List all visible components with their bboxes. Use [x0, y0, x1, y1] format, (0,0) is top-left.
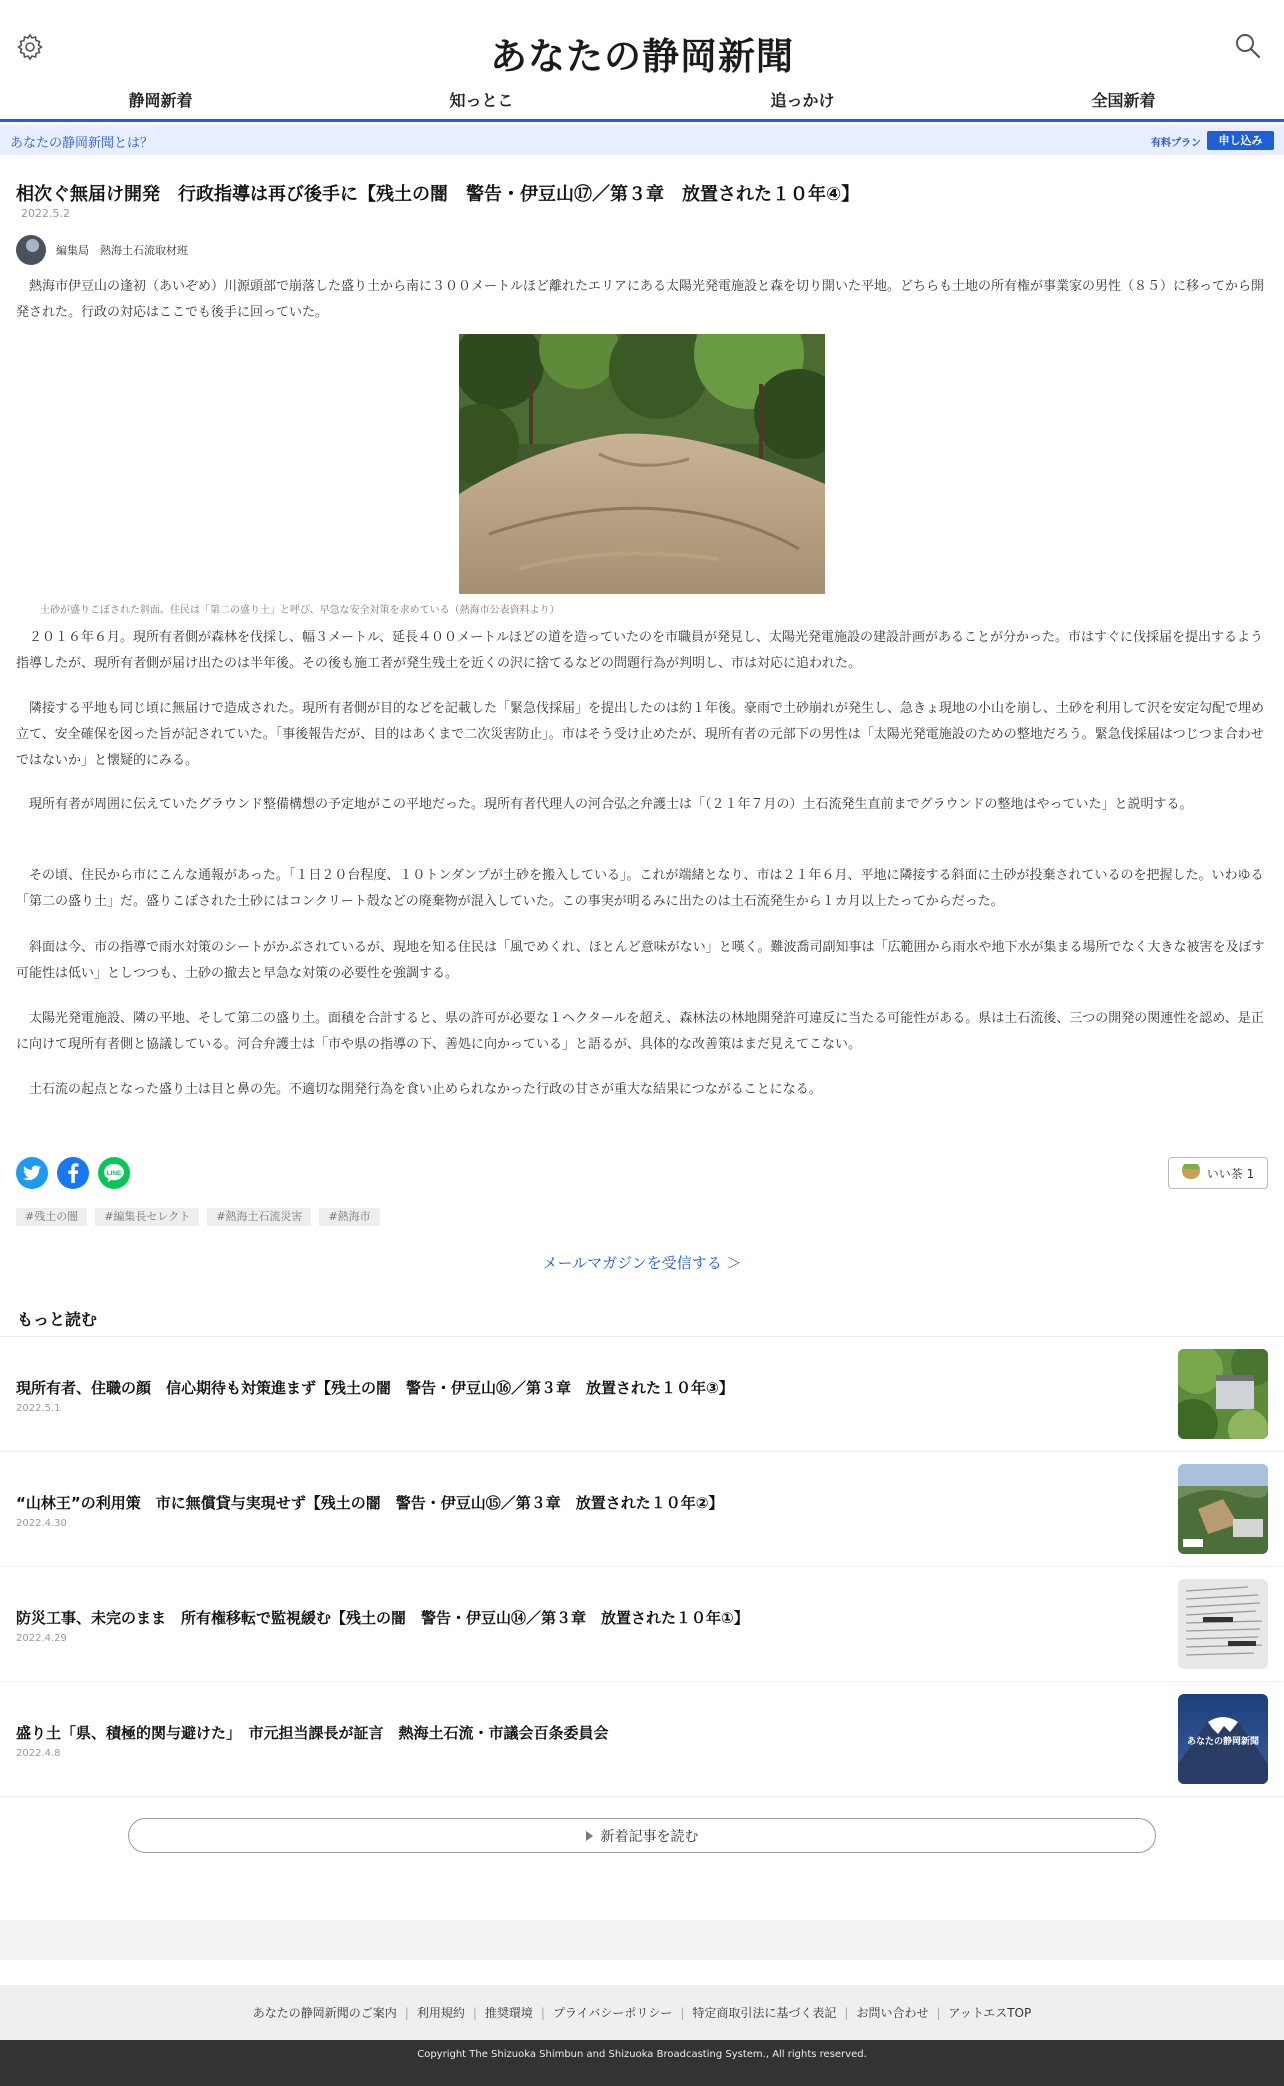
newsletter-link[interactable]: メールマガジンを受信する ＞ — [542, 1254, 742, 1272]
related-list — [0, 1336, 1284, 1797]
line-share-button[interactable] — [98, 1157, 130, 1189]
read-latest-button[interactable] — [128, 1818, 1156, 1853]
facebook-icon — [66, 1163, 80, 1183]
article-paragraph: ２０１６年６月。現所有者側が森林を伐採し、幅３メートル、延長４００メートルほどの道を造っていたのを市職員が発見し、太陽光発電施設の建設計画があることが分かった。市はすぐに伐採届を提出するよう指導したが、現所有者側が届け出たのは半年後。その後も施工者が発生残土を近くの沢に捨てるなどの問題行為が判明し、市は対応に追われた。 — [16, 630, 1263, 671]
related-item[interactable] — [0, 1567, 1284, 1682]
footer-link-terms[interactable]: 利用規約 — [416, 2006, 465, 2020]
nav-shizuoka-latest[interactable]: 静岡新着 — [128, 91, 193, 110]
promo-bar — [0, 125, 1284, 155]
footer-links: あなたの静岡新聞のご案内 | 利用規約 | 推奨環境 | プライバシーポリシー | 特定商取引法に基づく表記 | お問い合わせ | アットエスTOP — [0, 1985, 1284, 2040]
copyright: Copyright The Shizuoka Shimbun and Shizuoka Broadcasting System., All rights reserved. — [0, 2040, 1284, 2086]
footer-link-ats-top[interactable]: アットエスTOP — [948, 2006, 1032, 2020]
site-header — [0, 0, 1284, 80]
article-lead: 熱海市伊豆山の逢初（あいぞめ）川源頭部で崩落した盛り土から南に３００メートルほど離れたエリアにある太陽光発電施設と森を切り開いた平地。どちらも土地の所有権が事業家の男性（８５）に移ってから開発された。行政の対応はここでも後手に回っていた。 — [16, 279, 1265, 320]
related-title: 現所有者、住職の顔 信心期待も対策進まず【残土の闇 警告・伊豆山⑯／第３章 放置された１０年③】 — [16, 1379, 734, 1397]
related-thumbnail — [1178, 1694, 1268, 1784]
article-paragraph: 斜面は今、市の指導で雨水対策のシートがかぶされているが、現地を知る住民は「風でめくれ、ほとんど意味がない」と嘆く。難波喬司副知事は「広範囲から雨水や地下水が集まる場所でなく大きな被害を及ぼす可能性は低い」としつつも、土砂の撤去と早急な対策の必要性を強調する。 — [16, 940, 1265, 981]
related-item[interactable] — [0, 1337, 1284, 1452]
related-date: 2022.4.30 — [16, 1518, 67, 1529]
article-paragraph: その頃、住民から市にこんな通報があった。「１日２０台程度、１０トンダンプが土砂を搬入している」。これが端緒となり、市は２１年６月、平地に隣接する斜面に土砂が投棄されているのを把握した。いわゆる「第二の盛り土」だ。盛りこぼされた土砂にはコンクリート殻などの廃棄物が混入していた。この事実が明るみに出たのは土石流発生から１カ月以上たってからだった。 — [16, 868, 1264, 909]
footer-link-contact[interactable]: お問い合わせ — [856, 2006, 929, 2020]
related-thumbnail — [1178, 1464, 1268, 1554]
footer-spacer — [0, 1920, 1284, 1960]
tea-cup-icon — [1182, 1167, 1200, 1179]
share-buttons — [16, 1157, 130, 1189]
twitter-share-button[interactable] — [16, 1157, 48, 1189]
related-item[interactable] — [0, 1452, 1284, 1567]
article-date: 2022.5.2 — [21, 207, 70, 220]
plan-label: 有料プラン — [1151, 138, 1201, 149]
article-paragraph: 現所有者が周囲に伝えていたグラウンド整備構想の予定地がこの平地だった。現所有者代理人の河合弘之弁護士は「（２１年７月の）土石流発生直前までグラウンドの整地はやっていた」と説明する。 — [29, 797, 1193, 812]
read-latest-label: 新着記事を読む — [600, 1828, 699, 1845]
article-paragraph: 隣接する平地も同じ頃に無届けで造成された。現所有者側が目的などを記載した「緊急伐採届」を提出したのは約１年後。豪雨で土砂崩れが発生し、急きょ現地の小山を崩し、土砂を利用して沢を安定勾配で埋め立て、安全確保を図った旨が記されていた。「事後報告だが、目的はあくまで二次災害防止」。市はそう受け止めたが、現所有者の元部下の男性は「太陽光発電施設のための整地だろう。緊急伐採届はつじつま合わせではないか」と懐疑的にみる。 — [16, 701, 1265, 768]
tag-item[interactable]: #熱海市 — [319, 1208, 379, 1226]
related-date: 2022.5.1 — [16, 1403, 61, 1414]
footer-link-environment[interactable]: 推奨環境 — [484, 2006, 533, 2020]
line-icon — [103, 1163, 125, 1183]
article-title: 相次ぐ無届け開発 行政指導は再び後手に【残土の闇 警告・伊豆山⑰／第３章 放置された１０年④】 — [16, 184, 860, 205]
play-triangle-icon — [586, 1831, 593, 1841]
footer-link-privacy[interactable]: プライバシーポリシー — [552, 2006, 673, 2020]
site-logo[interactable]: あなたの静岡新聞 — [490, 34, 794, 78]
good-tea-button[interactable] — [1168, 1157, 1268, 1189]
related-date: 2022.4.29 — [16, 1633, 67, 1644]
tag-item[interactable]: #編集長セレクト — [95, 1208, 199, 1226]
article-paragraph: 土石流の起点となった盛り土は目と鼻の先。不適切な開発行為を食い止められなかった行政の甘さが重大な結果につながることになる。 — [29, 1082, 822, 1097]
tag-list — [16, 1208, 380, 1226]
related-title: “山林王”の利用策 市に無償貸与実現せず【残土の闇 警告・伊豆山⑮／第３章 放置された１０年②】 — [16, 1494, 724, 1512]
author-name: 編集局 熱海土石流取材班 — [56, 244, 188, 257]
search-icon[interactable] — [1234, 32, 1262, 60]
nav-shittoko[interactable]: 知っとこ — [449, 91, 514, 110]
subscribe-button[interactable]: 申し込み — [1207, 131, 1274, 150]
nav-okkake[interactable]: 追っかけ — [770, 91, 835, 110]
author-avatar — [16, 235, 46, 265]
related-title: 盛り土「県、積極的関与避けた」 市元担当課長が証言 熱海土石流・市議会百条委員会 — [16, 1724, 609, 1742]
related-title: 防災工事、未完のまま 所有権移転で監視緩む【残土の闇 警告・伊豆山⑭／第３章 放置された１０年①】 — [16, 1609, 749, 1627]
related-item[interactable] — [0, 1682, 1284, 1797]
twitter-icon — [23, 1165, 41, 1181]
good-tea-count: いい茶 1 — [1206, 1166, 1255, 1181]
thumbnail-caption: あなたの静岡新聞 — [1186, 1737, 1259, 1747]
related-thumbnail — [1178, 1579, 1268, 1669]
tag-item[interactable]: #残土の闇 — [16, 1208, 87, 1226]
main-nav — [0, 80, 1284, 122]
about-link[interactable]: あなたの静岡新聞とは？ — [10, 136, 154, 151]
photo-caption: 土砂が盛りこぼされた斜面。住民は「第二の盛り土」と呼び、早急な安全対策を求めている（熱海市公表資料より） — [40, 605, 560, 616]
author-block — [16, 235, 188, 265]
more-heading: もっと読む — [17, 1310, 98, 1329]
article-paragraph: 太陽光発電施設、隣の平地、そして第二の盛り土。面積を合計すると、県の許可が必要な１ヘクタールを超え、森林法の林地開発許可違反に当たる可能性がある。県は土石流後、三つの開発の関連性を認め、是正に向けて現所有者側と協議している。河合弁護士は「市や県の指導の下、善処に向かっている」と語るが、具体的な改善策はまだ見えてこない。 — [16, 1011, 1264, 1052]
article-photo — [459, 334, 825, 594]
facebook-share-button[interactable] — [57, 1157, 89, 1189]
related-thumbnail — [1178, 1349, 1268, 1439]
svg-text:LINE: LINE — [106, 1169, 122, 1177]
tag-item[interactable]: #熱海土石流災害 — [207, 1208, 311, 1226]
footer-link-guide[interactable]: あなたの静岡新聞のご案内 — [252, 2006, 397, 2020]
nav-national-latest[interactable]: 全国新着 — [1091, 91, 1156, 110]
footer-link-commerce-law[interactable]: 特定商取引法に基づく表記 — [692, 2006, 837, 2020]
related-date: 2022.4.8 — [16, 1748, 61, 1759]
